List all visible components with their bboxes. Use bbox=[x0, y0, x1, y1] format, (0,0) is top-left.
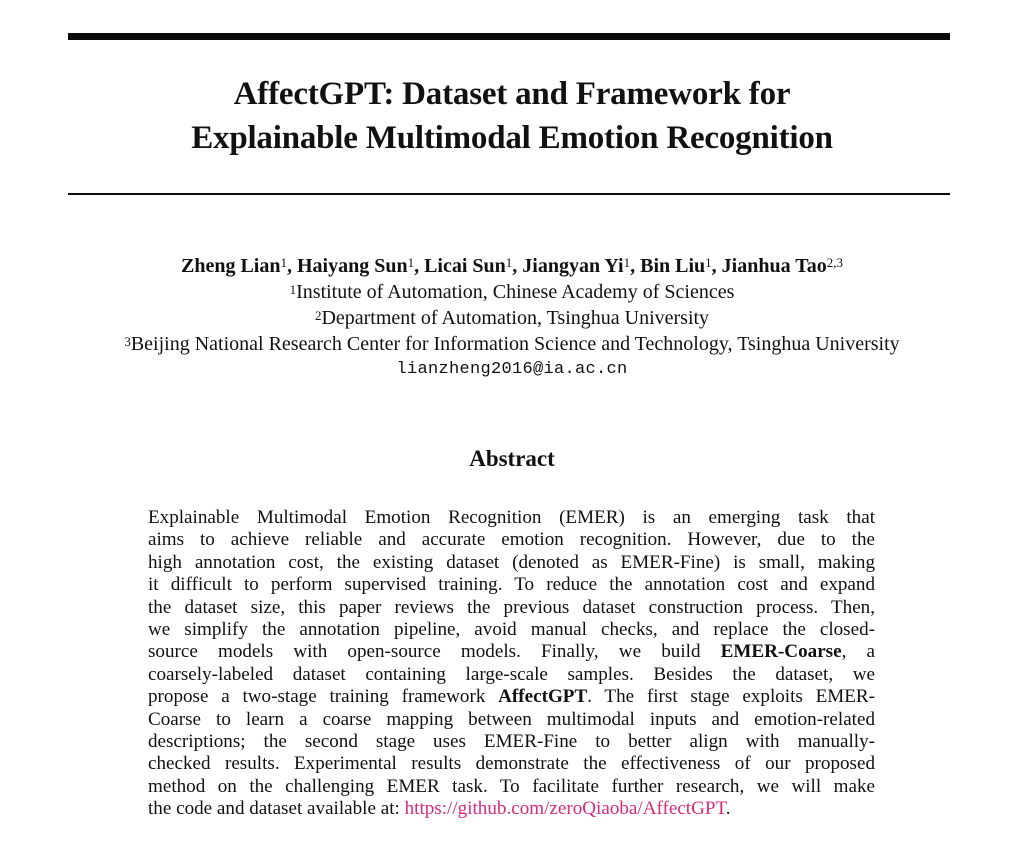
abstract-heading: Abstract bbox=[469, 446, 555, 471]
author-affil-mark: 1 bbox=[407, 255, 415, 270]
abstract-line: coarsely-labeled dataset containing large-scale samples. Besides the dataset, we bbox=[148, 663, 875, 685]
affiliation-mark: 2 bbox=[314, 308, 322, 323]
author-name: Bin Liu bbox=[640, 255, 706, 277]
abstract-line: method on the challenging EMER task. To facilitate further research, we will make bbox=[148, 775, 875, 797]
author-affil-mark: 1 bbox=[505, 255, 513, 270]
author-affil-mark: 1 bbox=[623, 255, 631, 270]
affiliation-text: Institute of Automation, Chinese Academy of Sciences bbox=[296, 281, 735, 303]
abstract-text: . bbox=[725, 798, 731, 820]
author-name: Jianhua Tao bbox=[721, 255, 827, 277]
top-rule bbox=[68, 33, 950, 40]
title-bottom-rule bbox=[68, 193, 950, 195]
abstract-text: the code and dataset available at: bbox=[148, 798, 405, 820]
dataset-name: EMER-Coarse bbox=[720, 641, 842, 663]
abstract-line: it difficult to perform supervised training. To reduce the annotation cost and expand bbox=[148, 574, 875, 596]
abstract-line: we simplify the annotation pipeline, avoid manual checks, and replace the closed- bbox=[148, 619, 875, 641]
abstract-line bbox=[148, 798, 875, 820]
title-line-1: AffectGPT: Dataset and Framework for bbox=[233, 76, 791, 112]
affiliation-2 bbox=[0, 305, 1024, 331]
abstract-line: the dataset size, this paper reviews the previous dataset construction process. Then, bbox=[148, 596, 875, 618]
author-separator: , bbox=[630, 255, 641, 277]
abstract-line: Explainable Multimodal Emotion Recognition (EMER) is an emerging task that bbox=[148, 507, 875, 528]
affiliation-3 bbox=[0, 331, 1024, 357]
github-link[interactable]: https://github.com/zeroQiaoba/AffectGPT bbox=[404, 798, 726, 820]
author-affil-mark: 1 bbox=[705, 255, 712, 270]
abstract-line: aims to achieve reliable and accurate emotion recognition. However, due to the bbox=[148, 529, 875, 551]
affiliation-mark: 3 bbox=[124, 334, 131, 349]
author-block bbox=[0, 253, 1024, 383]
abstract-text: propose a two-stage training framework bbox=[148, 686, 499, 708]
author-separator: , bbox=[512, 255, 523, 277]
author-list bbox=[0, 253, 1024, 279]
title-line-2: Explainable Multimodal Emotion Recognition bbox=[191, 120, 833, 156]
author-name: Zheng Lian bbox=[181, 255, 281, 277]
abstract-line bbox=[148, 641, 875, 663]
abstract-body bbox=[148, 507, 875, 821]
author-affil-mark: 1 bbox=[280, 255, 287, 270]
abstract-line: Coarse to learn a coarse mapping between multimodal inputs and emotion-related bbox=[148, 708, 875, 730]
affiliation-1 bbox=[0, 279, 1024, 305]
author-separator: , bbox=[414, 255, 425, 277]
paper-title bbox=[0, 72, 1024, 160]
author-separator: , bbox=[286, 255, 297, 277]
abstract-text: , a bbox=[841, 641, 875, 663]
framework-name: AffectGPT bbox=[498, 686, 588, 708]
author-separator: , bbox=[711, 255, 722, 277]
abstract-line: checked results. Experimental results demonstrate the effectiveness of our proposed bbox=[148, 753, 875, 775]
contact-email[interactable]: lianzheng2016@ia.ac.cn bbox=[396, 360, 628, 379]
author-name: Haiyang Sun bbox=[296, 255, 408, 277]
author-affil-mark: 2,3 bbox=[826, 255, 843, 270]
abstract-line bbox=[148, 686, 875, 708]
affiliation-text: Department of Automation, Tsinghua University bbox=[321, 307, 710, 329]
abstract-line: high annotation cost, the existing dataset (denoted as EMER-Fine) is small, making bbox=[148, 551, 875, 573]
author-name: Licai Sun bbox=[424, 255, 506, 277]
abstract-line: descriptions; the second stage uses EMER-Fine to better align with manually- bbox=[148, 731, 875, 753]
abstract-text: . The first stage exploits EMER- bbox=[587, 686, 876, 708]
affiliation-mark: 1 bbox=[289, 282, 297, 297]
abstract-text: source models with open-source models. Finally, we build bbox=[148, 641, 721, 663]
affiliation-text: Beijing National Research Center for Information Science and Technology, Tsinghua University bbox=[130, 333, 900, 355]
author-name: Jiangyan Yi bbox=[522, 255, 624, 277]
